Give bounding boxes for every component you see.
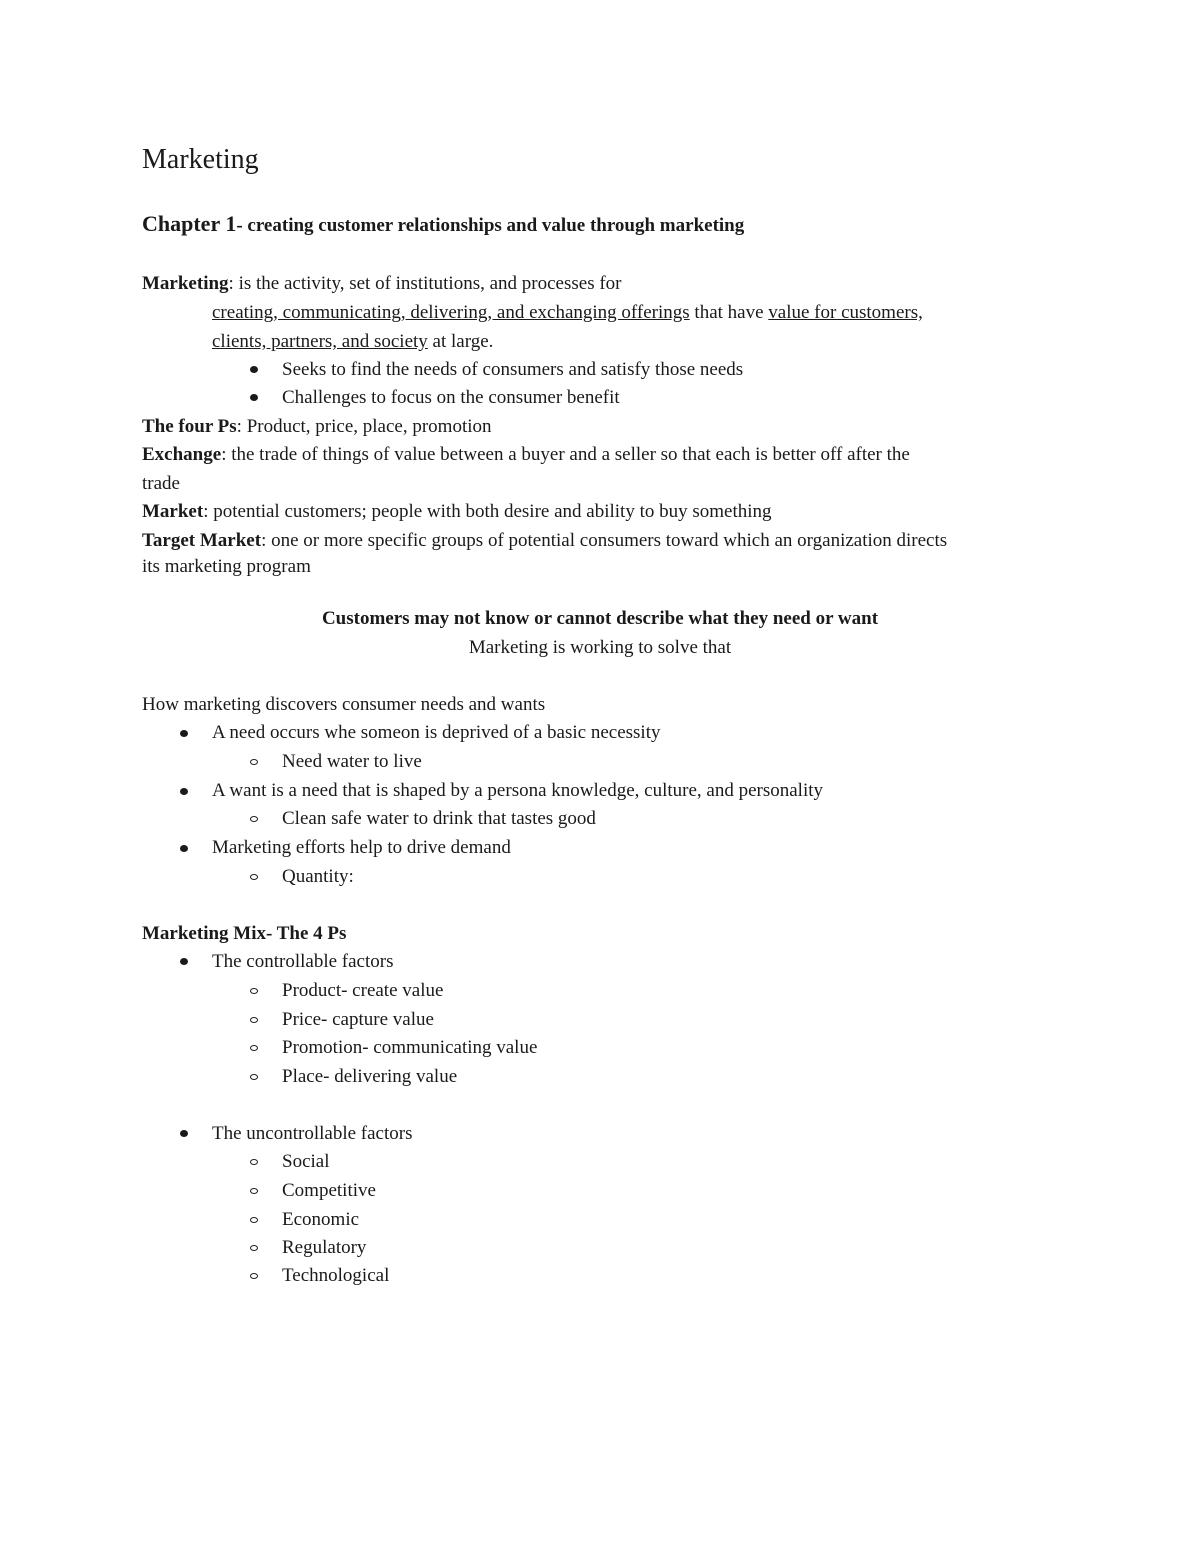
term-exchange: Exchange	[142, 444, 222, 465]
sub-list-item: Clean safe water to drink that tastes good	[282, 808, 596, 829]
circle-bullet-icon	[250, 1159, 258, 1165]
marketing-definition	[142, 272, 622, 296]
page-title: Marketing	[142, 144, 259, 175]
bullet-icon	[180, 958, 188, 965]
circle-bullet-icon	[250, 1188, 258, 1194]
chapter-heading	[142, 212, 744, 236]
market-definition	[142, 500, 772, 524]
sub-list-item: Economic	[282, 1209, 360, 1230]
marketing-mix-heading	[142, 922, 346, 946]
exchange-definition	[142, 443, 910, 467]
four-ps-text: : Product, price, place, promotion	[236, 416, 492, 437]
circle-bullet-icon	[250, 759, 258, 765]
sub-list-item: Price- capture value	[282, 1009, 434, 1030]
centered-bold-text: Customers may not know or cannot describe what they need or want	[321, 608, 879, 629]
target-market-text: : one or more specific groups of potential consumers toward which an organization directs	[261, 530, 948, 551]
list-item: Challenges to focus on the consumer benefit	[282, 387, 620, 408]
circle-bullet-icon	[250, 1217, 258, 1223]
definition-end: at large.	[427, 331, 494, 352]
circle-bullet-icon	[250, 1074, 258, 1080]
bullet-icon	[250, 394, 258, 401]
centered-bold-statement	[142, 607, 1058, 631]
list-item: Seeks to find the needs of consumers and satisfy those needs	[282, 359, 744, 380]
underlined-offerings: creating, communicating, delivering, and exchanging offerings	[212, 302, 690, 323]
underlined-value: value for customers,	[768, 302, 923, 323]
circle-bullet-icon	[250, 988, 258, 994]
discover-heading: How marketing discovers consumer needs and wants	[142, 694, 546, 715]
sub-list-item: Quantity:	[282, 866, 354, 887]
target-market-continued: its marketing program	[142, 556, 311, 577]
chapter-label: Chapter 1	[142, 211, 237, 236]
marketing-mix-heading-text: Marketing Mix- The 4 Ps	[142, 923, 347, 944]
list-item: The controllable factors	[212, 951, 394, 972]
bullet-icon	[250, 366, 258, 373]
exchange-continued: trade	[142, 473, 180, 494]
sub-list-item: Product- create value	[282, 980, 444, 1001]
sub-list-item: Promotion- communicating value	[282, 1037, 538, 1058]
term-four-ps: The four Ps	[142, 416, 237, 437]
sub-list-item: Technological	[282, 1265, 390, 1286]
term-marketing: Marketing	[142, 273, 229, 294]
bullet-icon	[180, 788, 188, 795]
bullet-icon	[180, 1130, 188, 1137]
term-target-market: Target Market	[142, 530, 262, 551]
underlined-society: clients, partners, and society	[212, 331, 428, 352]
target-market-definition	[142, 529, 947, 553]
list-item: Marketing efforts help to drive demand	[212, 837, 511, 858]
definition-mid: that have	[689, 302, 769, 323]
definition-text: : is the activity, set of institutions, and processes for	[228, 273, 622, 294]
sub-list-item: Regulatory	[282, 1237, 367, 1258]
list-item: The uncontrollable factors	[212, 1123, 413, 1144]
definition-line-3	[212, 330, 493, 354]
circle-bullet-icon	[250, 816, 258, 822]
chapter-subtitle: - creating customer relationships and value through marketing	[236, 215, 745, 236]
circle-bullet-icon	[250, 1017, 258, 1023]
four-ps-definition	[142, 415, 492, 439]
sub-list-item: Need water to live	[282, 751, 422, 772]
sub-list-item: Social	[282, 1151, 330, 1172]
list-item: A need occurs whe someon is deprived of a basic necessity	[212, 722, 661, 743]
bullet-icon	[180, 730, 188, 737]
exchange-text: : the trade of things of value between a buyer and a seller so that each is better off after the	[221, 444, 910, 465]
sub-list-item: Place- delivering value	[282, 1066, 458, 1087]
centered-statement: Marketing is working to solve that	[468, 637, 732, 658]
term-market: Market	[142, 501, 204, 522]
circle-bullet-icon	[250, 874, 258, 880]
bullet-icon	[180, 845, 188, 852]
circle-bullet-icon	[250, 1045, 258, 1051]
circle-bullet-icon	[250, 1245, 258, 1251]
sub-list-item: Competitive	[282, 1180, 376, 1201]
list-item: A want is a need that is shaped by a persona knowledge, culture, and personality	[212, 780, 823, 801]
circle-bullet-icon	[250, 1273, 258, 1279]
definition-line-2	[212, 301, 923, 325]
market-text: : potential customers; people with both desire and ability to buy something	[203, 501, 772, 522]
